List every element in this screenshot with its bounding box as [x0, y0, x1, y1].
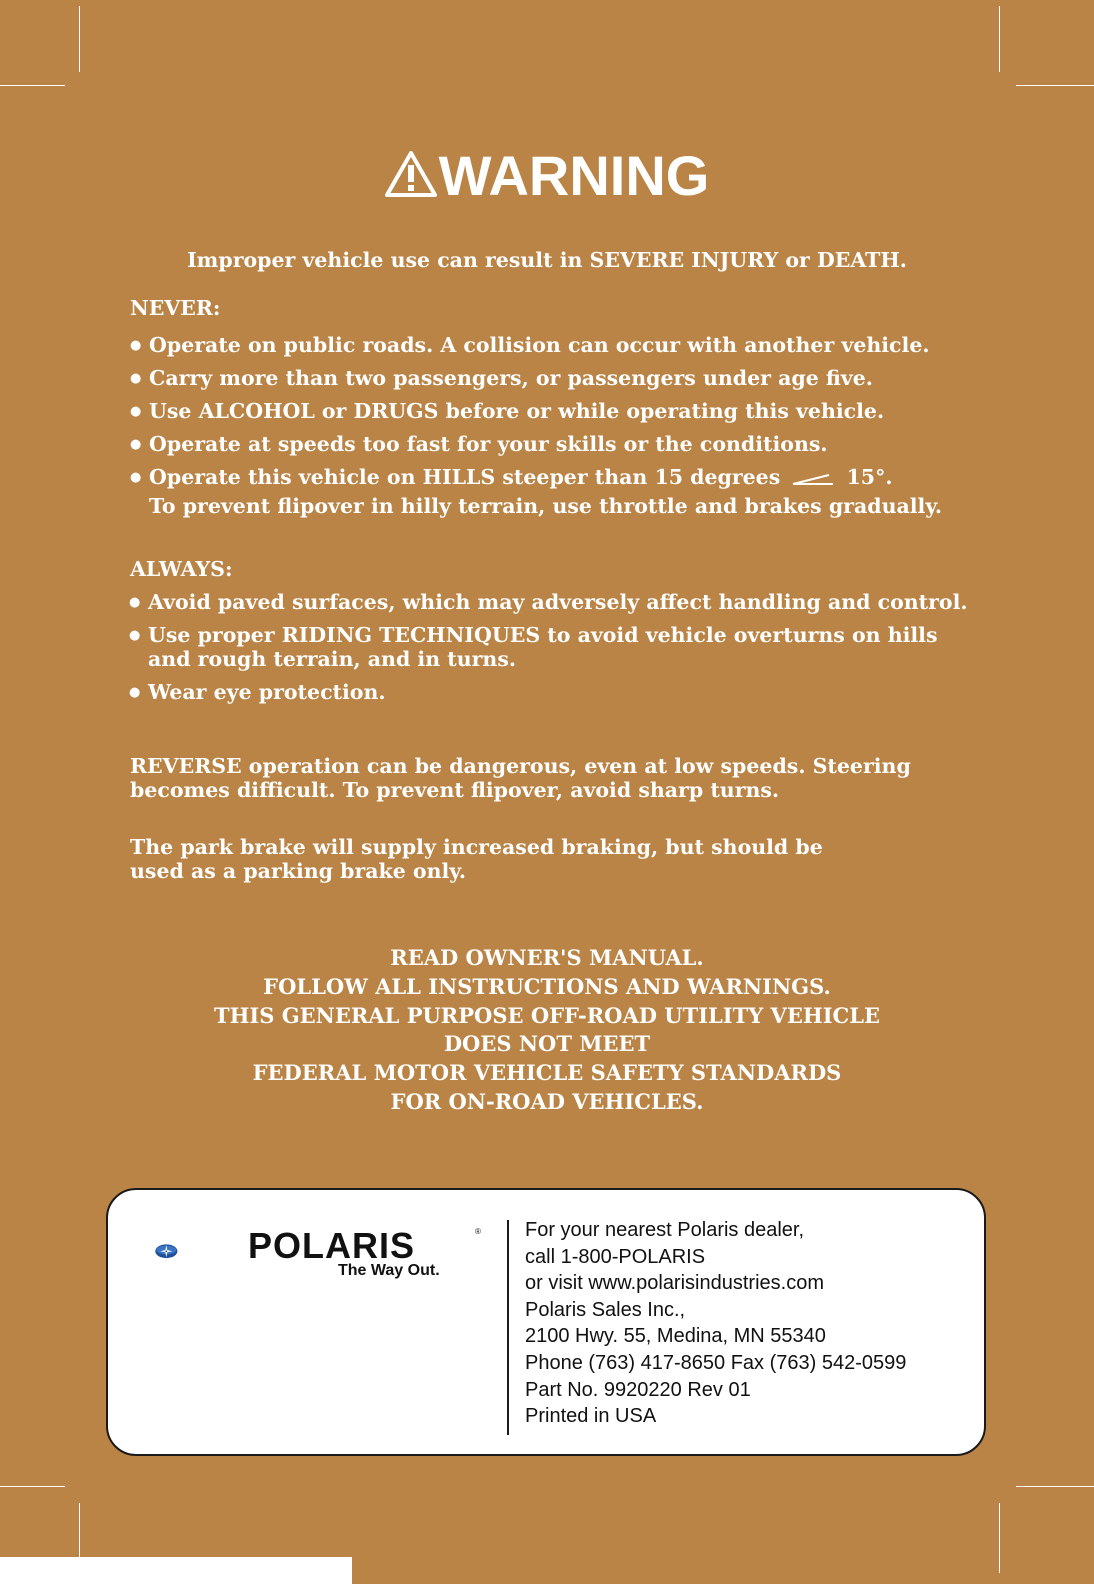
read-manual-line: DOES NOT MEET: [443, 1031, 651, 1057]
registered-mark: ®: [475, 1227, 481, 1236]
park-brake-line: The park brake will supply increased braking, but should be: [130, 835, 823, 859]
crop-mark: [79, 6, 80, 72]
warning-title: [0, 145, 1094, 207]
brand-tagline: The Way Out.: [338, 1262, 440, 1279]
slope-angle-icon: [791, 472, 835, 486]
park-brake-line: used as a parking brake only.: [130, 859, 466, 883]
never-heading: NEVER:: [130, 296, 221, 320]
read-manual-line: THIS GENERAL PURPOSE OFF-ROAD UTILITY VEHICLE: [213, 1002, 881, 1028]
page-edge-strip: [0, 1557, 352, 1584]
never-item: ● Use ALCOHOL or DRUGS before or while operating this vehicle.: [149, 399, 884, 423]
read-manual-block: [0, 944, 1094, 1117]
polaris-brand: POLARIS: [248, 1225, 416, 1266]
dealer-info-box: [106, 1188, 986, 1456]
contact-line: or visit www.polarisindustries.com: [525, 1272, 824, 1295]
crop-mark: [999, 1503, 1000, 1573]
read-manual-line: READ OWNER'S MANUAL.: [390, 945, 704, 970]
never-item: ● Carry more than two passengers, or passengers under age five.: [149, 366, 873, 390]
hills-text: Operate this vehicle on HILLS steeper than 15 degrees: [149, 465, 781, 489]
warning-triangle-icon: [385, 151, 437, 197]
contact-line: 2100 Hwy. 55, Medina, MN 55340: [525, 1325, 826, 1348]
never-item: ● Operate at speeds too fast for your skills or the conditions.: [149, 432, 828, 456]
contact-line: Phone (763) 417-8650 Fax (763) 542-0599: [525, 1351, 907, 1374]
crop-mark: [999, 6, 1000, 72]
reverse-warning-line: becomes difficult. To prevent flipover, avoid sharp turns.: [130, 778, 780, 802]
hills-angle: 15°.: [846, 465, 893, 489]
crop-mark: [0, 85, 65, 86]
always-item-continuation: and rough terrain, and in turns.: [148, 647, 517, 671]
contact-info: [525, 1217, 906, 1430]
read-manual-line: FEDERAL MOTOR VEHICLE SAFETY STANDARDS: [252, 1060, 842, 1086]
reverse-warning-line: REVERSE operation can be dangerous, even at low speeds. Steering: [130, 754, 911, 778]
crop-mark: [1016, 85, 1094, 86]
contact-line: Part No. 9920220 Rev 01: [525, 1378, 751, 1401]
always-heading: ALWAYS:: [130, 557, 233, 581]
polaris-star-logo-icon: [155, 1223, 255, 1283]
hills-note: To prevent flipover in hilly terrain, use throttle and brakes gradually.: [149, 494, 943, 518]
crop-mark: [79, 1503, 80, 1557]
always-item: ● Use proper RIDING TECHNIQUES to avoid vehicle overturns on hills: [148, 623, 938, 647]
never-item-hills: [149, 465, 892, 489]
crop-mark: [1016, 1486, 1094, 1487]
warning-title-text: WARNING: [438, 144, 710, 207]
read-manual-line: FOLLOW ALL INSTRUCTIONS AND WARNINGS.: [263, 973, 831, 999]
always-item: ● Wear eye protection.: [148, 680, 386, 704]
read-manual-line: FOR ON-ROAD VEHICLES.: [390, 1088, 704, 1114]
intro-statement: Improper vehicle use can result in SEVERE INJURY or DEATH.: [187, 248, 907, 272]
contact-line: Polaris Sales Inc.,: [525, 1298, 686, 1321]
crop-mark: [0, 1486, 65, 1487]
contact-line: For your nearest Polaris dealer,: [525, 1219, 805, 1241]
contact-line: Printed in USA: [525, 1405, 657, 1428]
contact-line: call 1-800-POLARIS: [525, 1245, 706, 1268]
always-item: ● Avoid paved surfaces, which may adversely affect handling and control.: [148, 590, 968, 614]
footer-divider: [507, 1220, 509, 1435]
never-item: ● Operate on public roads. A collision can occur with another vehicle.: [149, 333, 930, 357]
